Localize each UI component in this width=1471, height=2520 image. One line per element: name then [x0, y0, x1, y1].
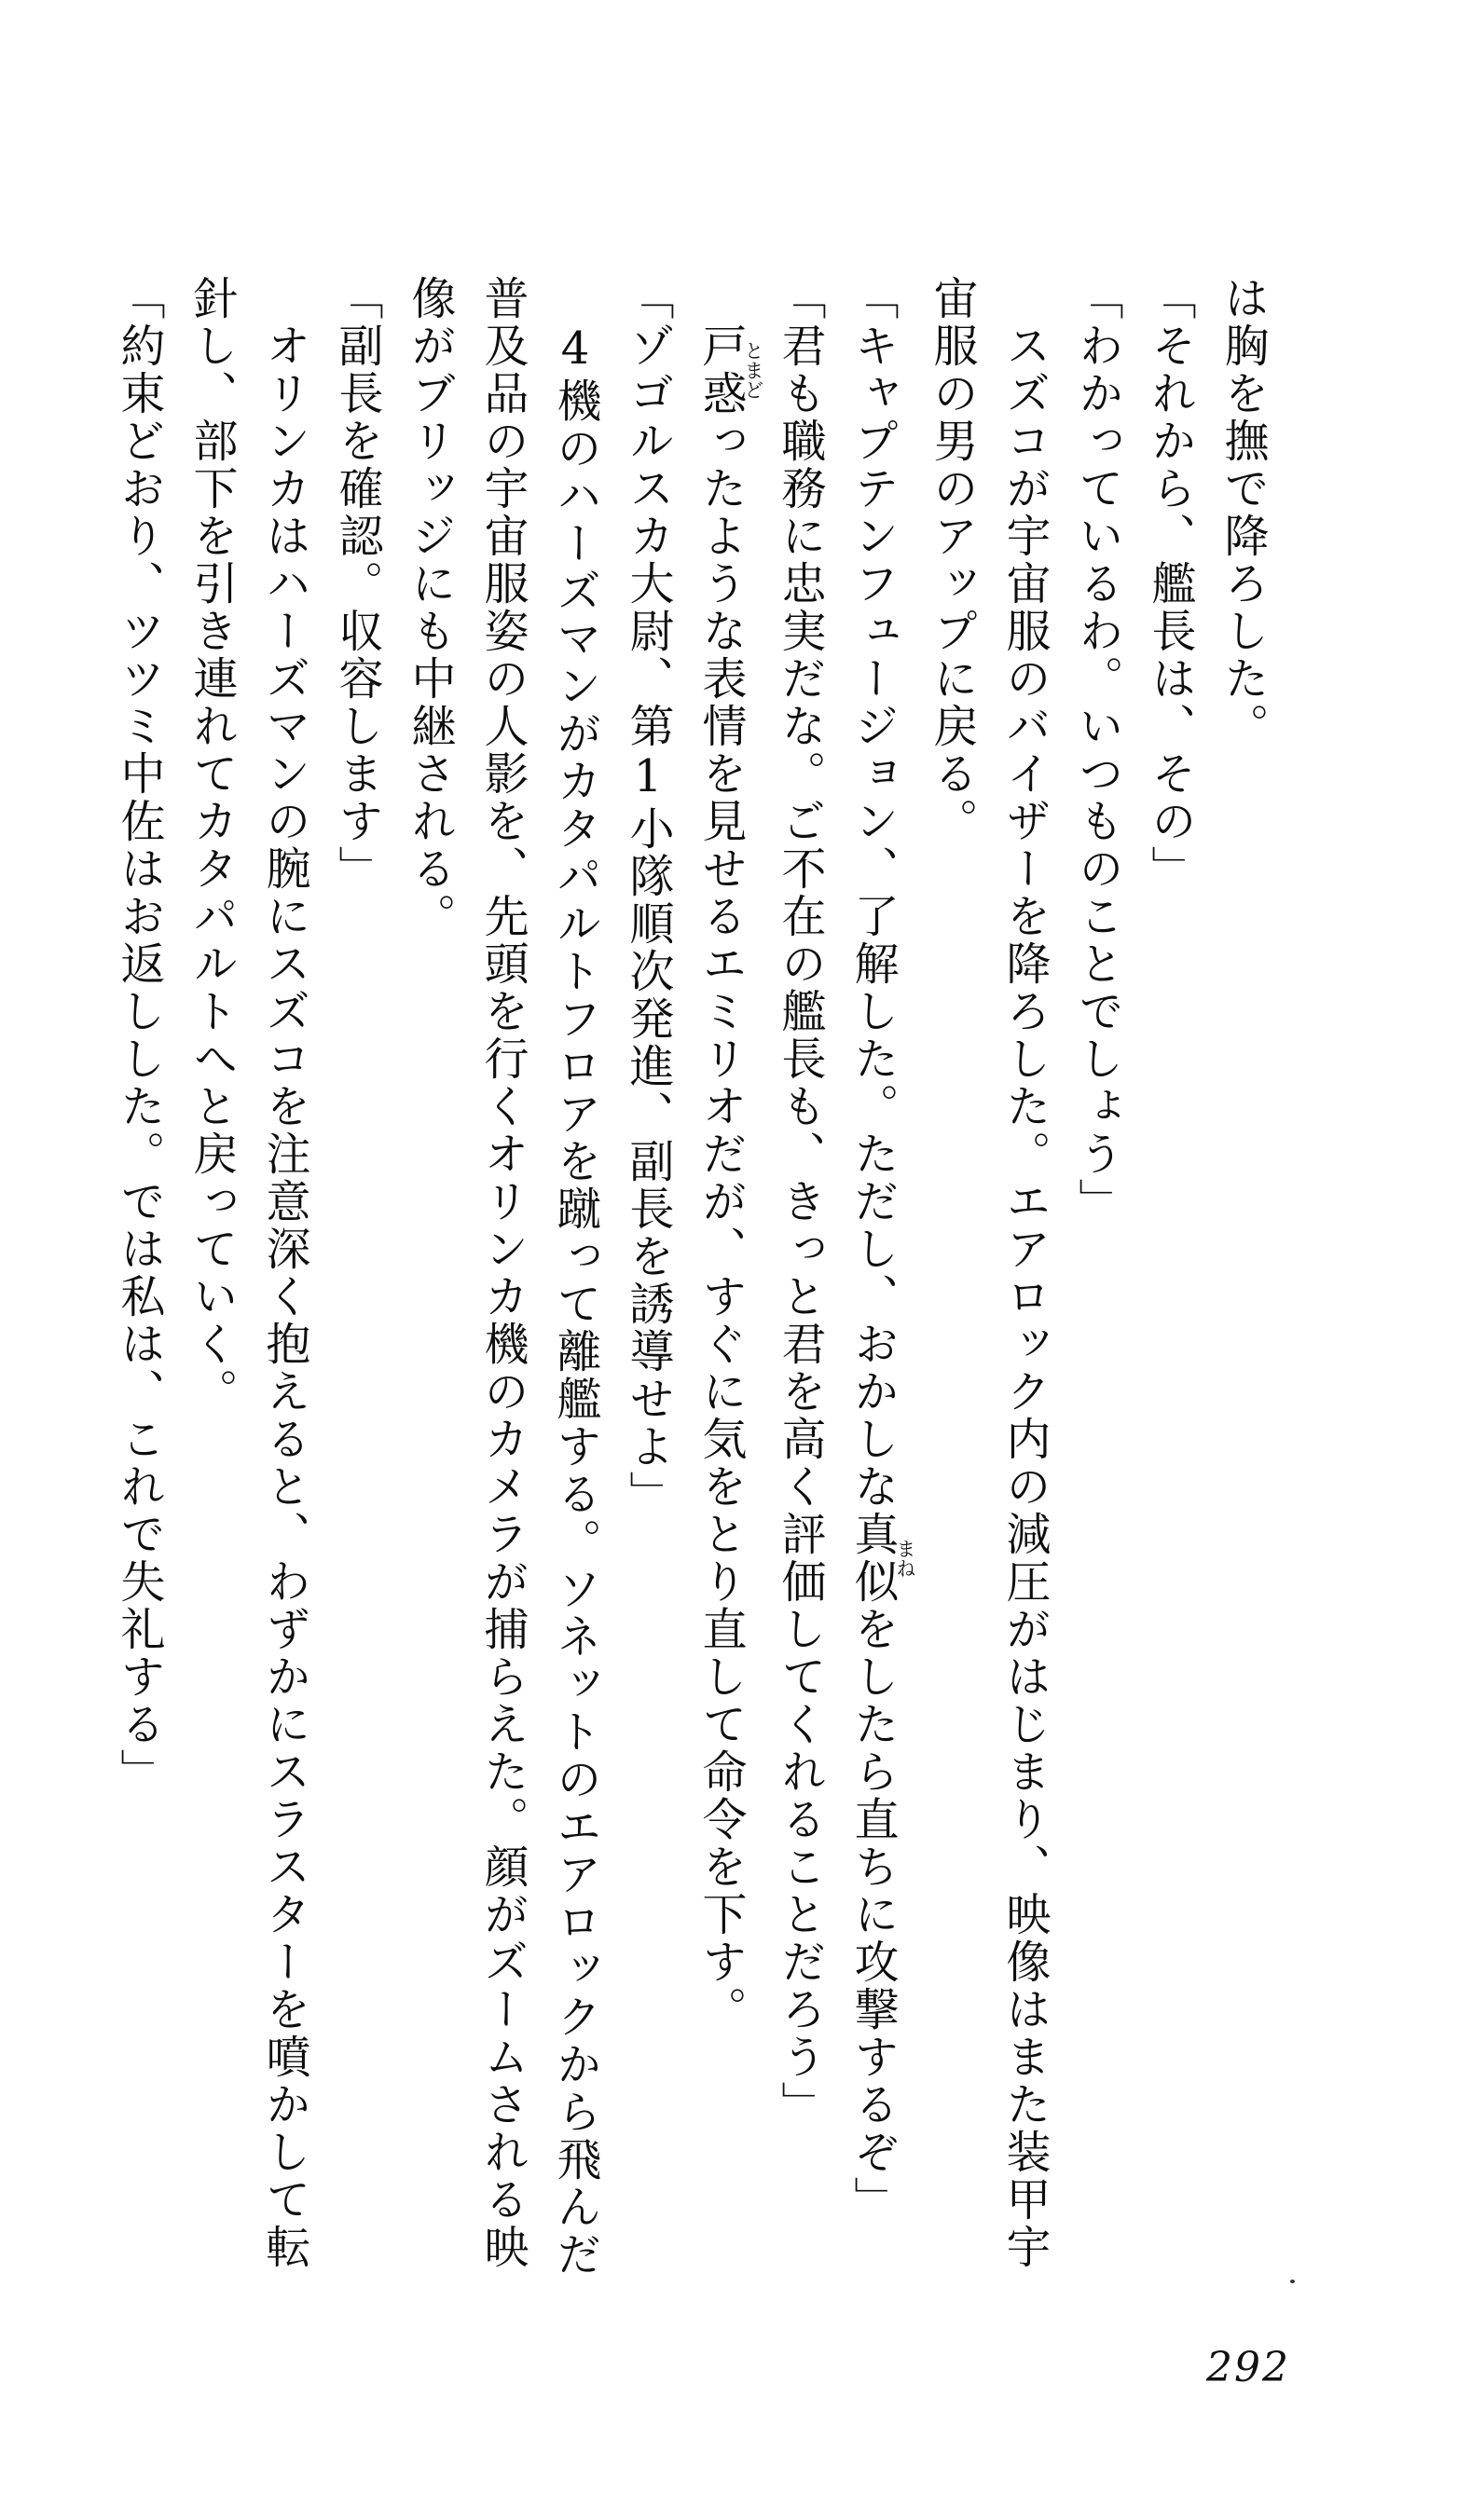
paragraph: 「副長を確認。収容します」	[331, 275, 383, 893]
paragraph: スズコが宇宙服のバイザーを降ろした。エアロック内の減圧がはじまり、映像はまた装甲宇宙服の男のアップに戻る。	[926, 275, 1051, 2271]
paragraph: は胸を撫で降ろした。	[1217, 275, 1269, 750]
paragraph: 「それから、艦長は、その」	[1144, 275, 1196, 893]
paragraph: 「君も職務に忠実だな。ご不在の艦長も、きっと君を高く評価してくれることだろう」	[774, 275, 826, 2129]
furigana-ruby: 戸惑とまど	[694, 322, 764, 418]
paragraph: 「約束どおり、ツツミ中佐はお返しした。では私は、これで失礼する」	[113, 275, 165, 1796]
ink-speck	[1290, 2280, 1295, 2283]
paragraph: オリンカはハーズマンの腕にスズコを注意深く抱えると、わずかにスラスターを噴かして転針し、部下を引き連れてカタパルトへと戻っていく。	[186, 275, 310, 2271]
paragraph: 戸惑とまどったような表情を見せるエミリオだが、すぐに気をとり直して命令を下す。	[694, 322, 764, 2034]
upright-digit: 4	[549, 322, 601, 377]
body-text-block	[103, 275, 1279, 2279]
upright-digit: 1	[622, 750, 674, 805]
furigana-ruby: 真似まね	[846, 1511, 916, 1606]
page-number: 292	[1206, 2344, 1290, 2391]
paragraph: 4機のハーズマンがカタパルトフロアを蹴って離艦する。ソネットのエアロックから飛んだ普及品の宇宙服姿の人影を、先頭を行くオリンカ機のカメラが捕らえた。顔がズームされる映像がブリッジにも中継される。	[404, 275, 601, 2279]
paragraph: 「キャプテンフュージョン、了解した。ただし、おかしな真似まねをしたら直ちに攻撃するぞ」	[846, 275, 916, 2224]
paragraph: 「ゾゴルスカ大尉、第1小隊順次発進、副長を誘導せよ」	[622, 275, 674, 1518]
paragraph: 「わかっているわ。いつものことでしょう」	[1071, 275, 1123, 1226]
